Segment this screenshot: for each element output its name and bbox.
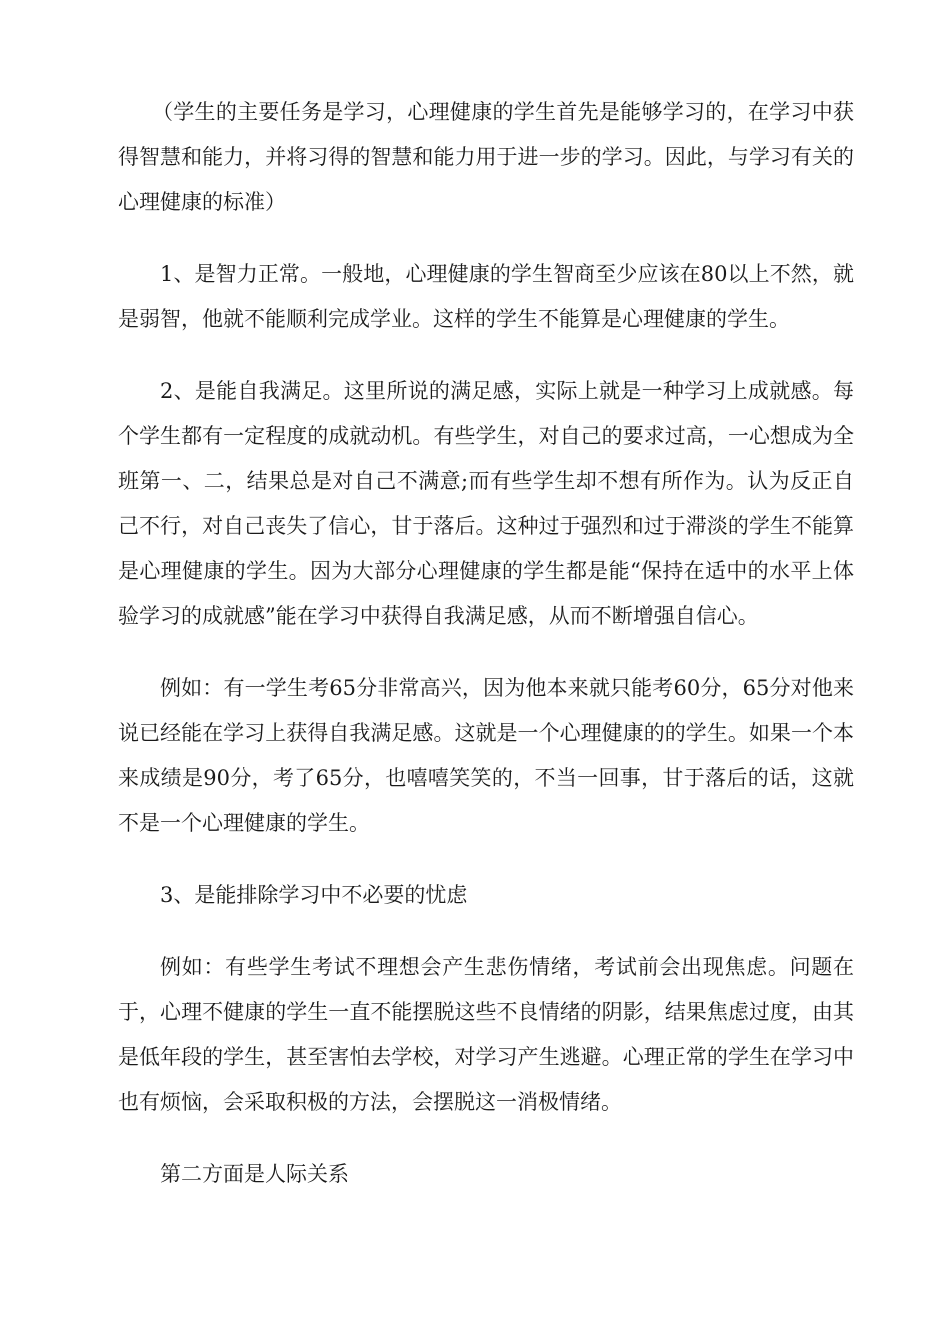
paragraph-example-anxiety: 例如：有些学生考试不理想会产生悲伤情绪，考试前会出现焦虑。问题在于，心理不健康的学生一直不能摆脱这些不良情绪的阴影，结果焦虑过度，由其是低年段的学生，甚至害怕去学校，对学习产生逃避。心理正常的学生在学习中也有烦恼，会采取积极的方法，会摆脱这一消极情绪。 [118,955,854,1114]
paragraph-worry-heading: 3、是能排除学习中不必要的忧虑 [160,883,468,907]
paragraph-example-score: 例如：有一学生考65分非常高兴，因为他本来就只能考60分，65分对他来说已经能在学习上获得自我满足感。这就是一个心理健康的的学生。如果一个本来成绩是90分，考了65分，也嘻嘻笑笑的，不当一回事，甘于落后的话，这就不是一个心理健康的学生。 [118,676,854,835]
document-page [118,90,854,1224]
paragraph-intro: （学生的主要任务是学习，心理健康的学生首先是能够学习的，在学习中获得智慧和能力，并将习得的智慧和能力用于进一步的学习。因此，与学习有关的心理健康的标准） [118,100,854,214]
paragraph-self-satisfaction: 2、是能自我满足。这里所说的满足感，实际上就是一种学习上成就感。每个学生都有一定程度的成就动机。有些学生，对自己的要求过高，一心想成为全班第一、二，结果总是对自己不满意;而有些学生却不想有所作为。认为反正自己不行，对自己丧失了信心，甘于落后。这种过于强烈和过于滞淡的学生不能算是心理健康的学生。因为大部分心理健康的学生都是能“保持在适中的水平上体验学习的成就感”能在学习中获得自我满足感，从而不断增强自信心。 [118,379,854,628]
paragraph-intelligence: 1、是智力正常。一般地，心理健康的学生智商至少应该在80以上不然，就是弱智，他就不能顺利完成学业。这样的学生不能算是心理健康的学生。 [118,262,854,331]
section-heading-interpersonal: 第二方面是人际关系 [160,1162,349,1186]
